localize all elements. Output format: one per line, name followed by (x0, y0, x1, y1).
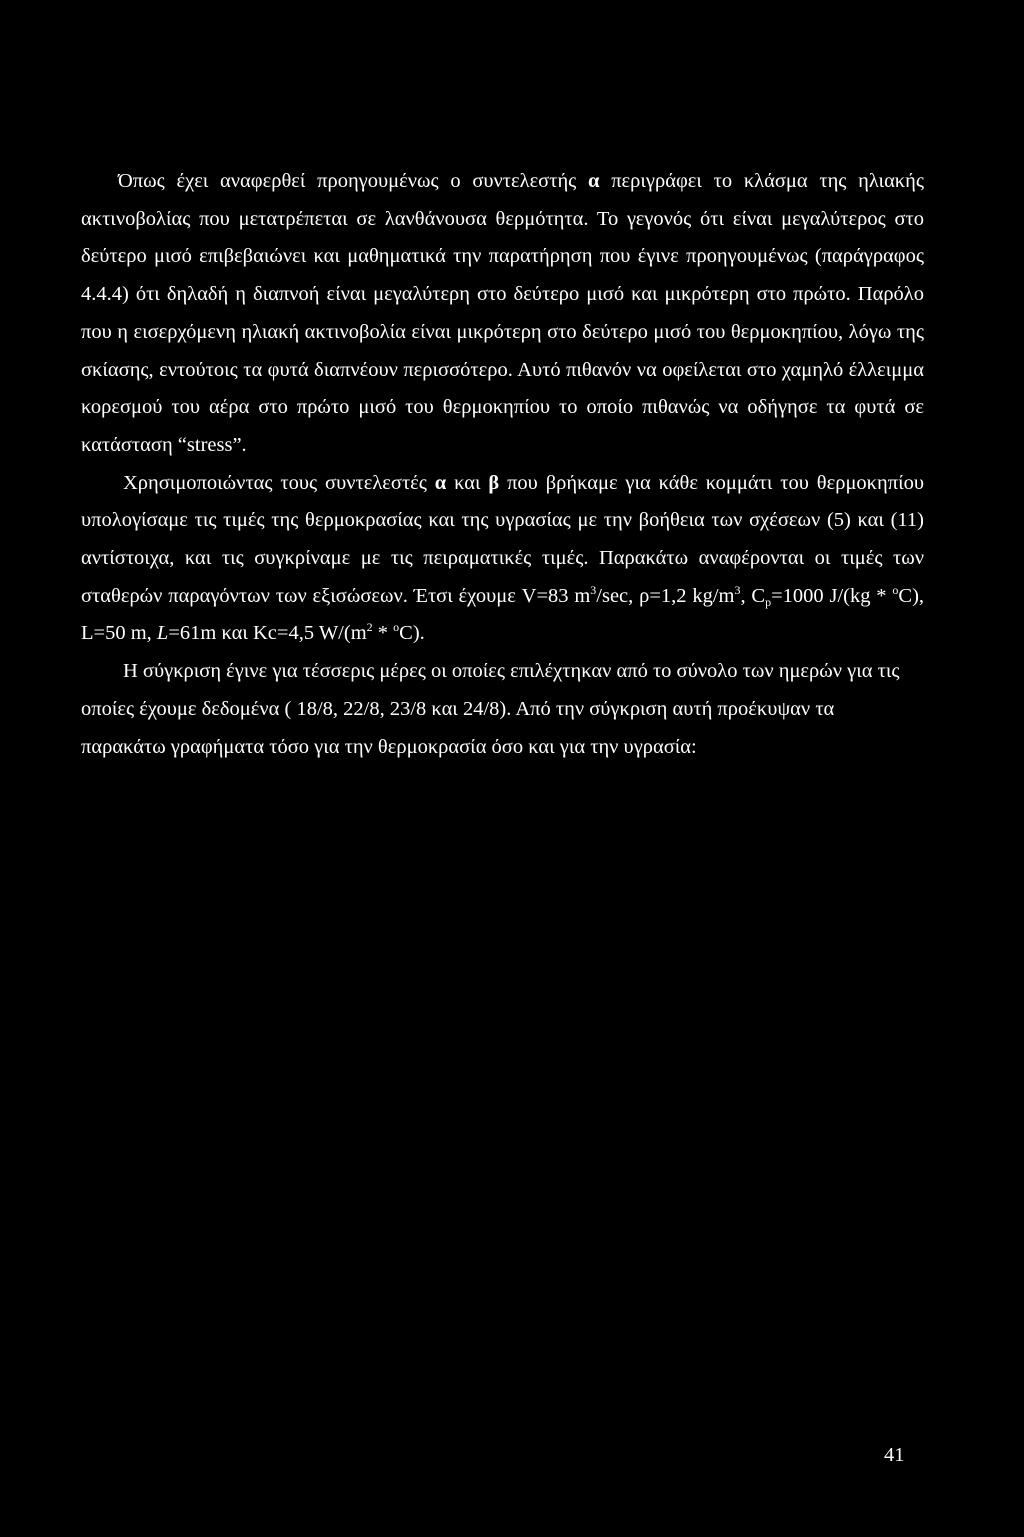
subscript: p (765, 594, 772, 609)
paragraph-text: =61m και Kc=4,5 W/(m (168, 622, 367, 645)
page-number: 41 (884, 1444, 905, 1466)
paragraph-text: Όπως έχει αναφερθεί προηγουμένως ο συντελεστής (118, 170, 589, 192)
superscript: o (892, 582, 899, 597)
alpha-symbol: α (434, 471, 447, 494)
paragraph-text: , C (740, 584, 766, 607)
paragraph-text: και (446, 471, 489, 494)
paragraph-text: Χρησιμοποιώντας τους συντελεστές (123, 471, 435, 494)
superscript: 3 (734, 582, 741, 597)
paragraph-text: περιγράφει το κλάσμα της ηλιακής ακτινοβολίας που μετατρέπεται σε λανθάνουσα θερμότητα. Το γεγονός ότι είναι μεγαλύτερος στο δεύτερο μισό επιβεβαιώνει και μαθηματικά την παρατήρηση που έγινε προηγουμένως (παράγραφος 4.4.4) ότι δηλαδή η διαπνοή είναι μεγαλύτερη στο δεύτερο μισό και μικρότερη στο πρώτο. Παρόλο που η εισερχόμενη ηλιακή ακτινοβολία είναι μικρότερη στο δεύτερο μισό του θερμοκηπίου, λόγω της σκίασης, εντούτοις τα φυτά διαπνέουν περισσότερο. Αυτό πιθανόν να οφείλεται στο χαμηλό έλλειμμα κορεσμού του αέρα στο πρώτο μισό του θερμοκηπίου το οποίο πιθανώς να οδήγησε τα φυτά σε κατάσταση “stress”. (81, 170, 924, 456)
paragraph-text: Η σύγκριση έγινε για τέσσερις μέρες οι οποίες επιλέχτηκαν από το σύνολο των ημερών για τις οποίες έχουμε δεδομένα ( 18/8, 22/8, 23/8 και 24/8). Από την σύγκριση αυτή προέκυψαν τα παρακάτω γραφήματα τόσο για την θερμοκρασία όσο και για την υγρασία: (81, 660, 900, 758)
italic-symbol: L (156, 622, 169, 645)
paragraph-constants (81, 465, 924, 654)
paragraph-text: C), L=50 m, (81, 584, 925, 645)
superscript: 3 (590, 582, 597, 597)
alpha-symbol: α (588, 170, 600, 192)
paragraph-text: =1000 J/(kg * (771, 584, 893, 607)
paragraph-comparison (81, 653, 924, 766)
beta-symbol: β (488, 471, 500, 494)
body-text (81, 163, 924, 766)
paragraph-text: /sec, ρ=1,2 kg/m (596, 584, 735, 607)
paragraph-text: * (372, 622, 394, 645)
paragraph-text: C). (399, 622, 425, 645)
paragraph-text: που βρήκαμε για κάθε κομμάτι του θερμοκηπίου υπολογίσαμε τις τιμές της θερμοκρασίας και της υγρασίας με την βοήθεια των σχέσεων (5) και (11) αντίστοιχα, και τις συγκρίναμε με τις πειραματικές τιμές. Παρακάτω αναφέρονται οι τιμές των σταθερών παραγόντων των εξισώσεων. Έτσι έχουμε V=83 m (81, 471, 925, 607)
paragraph-alpha-coefficient (81, 163, 924, 465)
superscript: 2 (366, 620, 373, 635)
superscript: o (393, 620, 400, 635)
